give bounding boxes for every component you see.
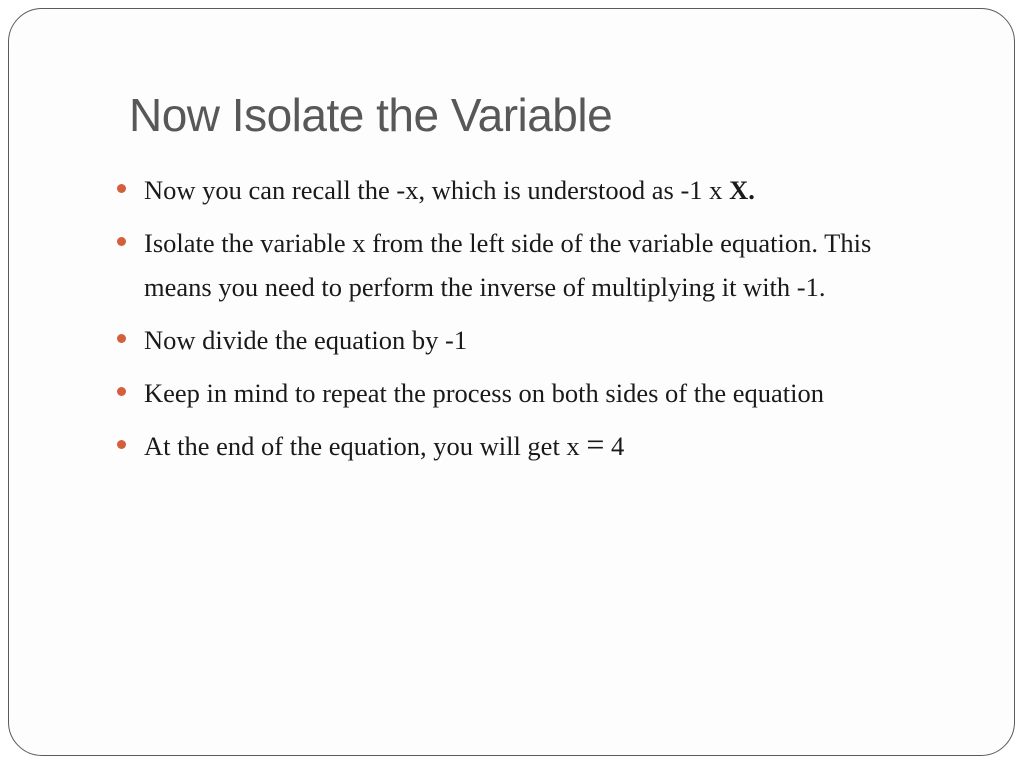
bullet-item-divide [113,318,913,362]
bullet-dot-icon [117,440,126,449]
bullet-item-isolate [113,221,913,309]
bullet-dot-icon [117,387,126,396]
bullet-item-result [113,424,913,468]
bullet-text: Keep in mind to repeat the process on both sides of the equation [144,378,824,408]
bullet-item-recall [113,168,913,212]
bullet-item-repeat [113,371,913,415]
equals-symbol: = [586,426,605,462]
bullet-text: Now divide the equation by -1 [144,325,468,355]
bullet-text: Now you can recall the -x, which is understood as -1 x [144,175,730,205]
bullet-dot-icon [117,334,126,343]
bullet-dot-icon [117,184,126,193]
bullet-list [113,168,913,477]
bullet-text: Isolate the variable x from the left side of the variable equation. This means you need to perform the inverse of multiplying it with -1. [144,228,872,302]
slide-title: Now Isolate the Variable [129,89,613,141]
bullet-text: At the end of the equation, you will get x [144,431,587,461]
bullet-result-value: 4 [604,431,625,461]
bullet-emphasis: X. [729,175,755,205]
bullet-dot-icon [117,237,126,246]
